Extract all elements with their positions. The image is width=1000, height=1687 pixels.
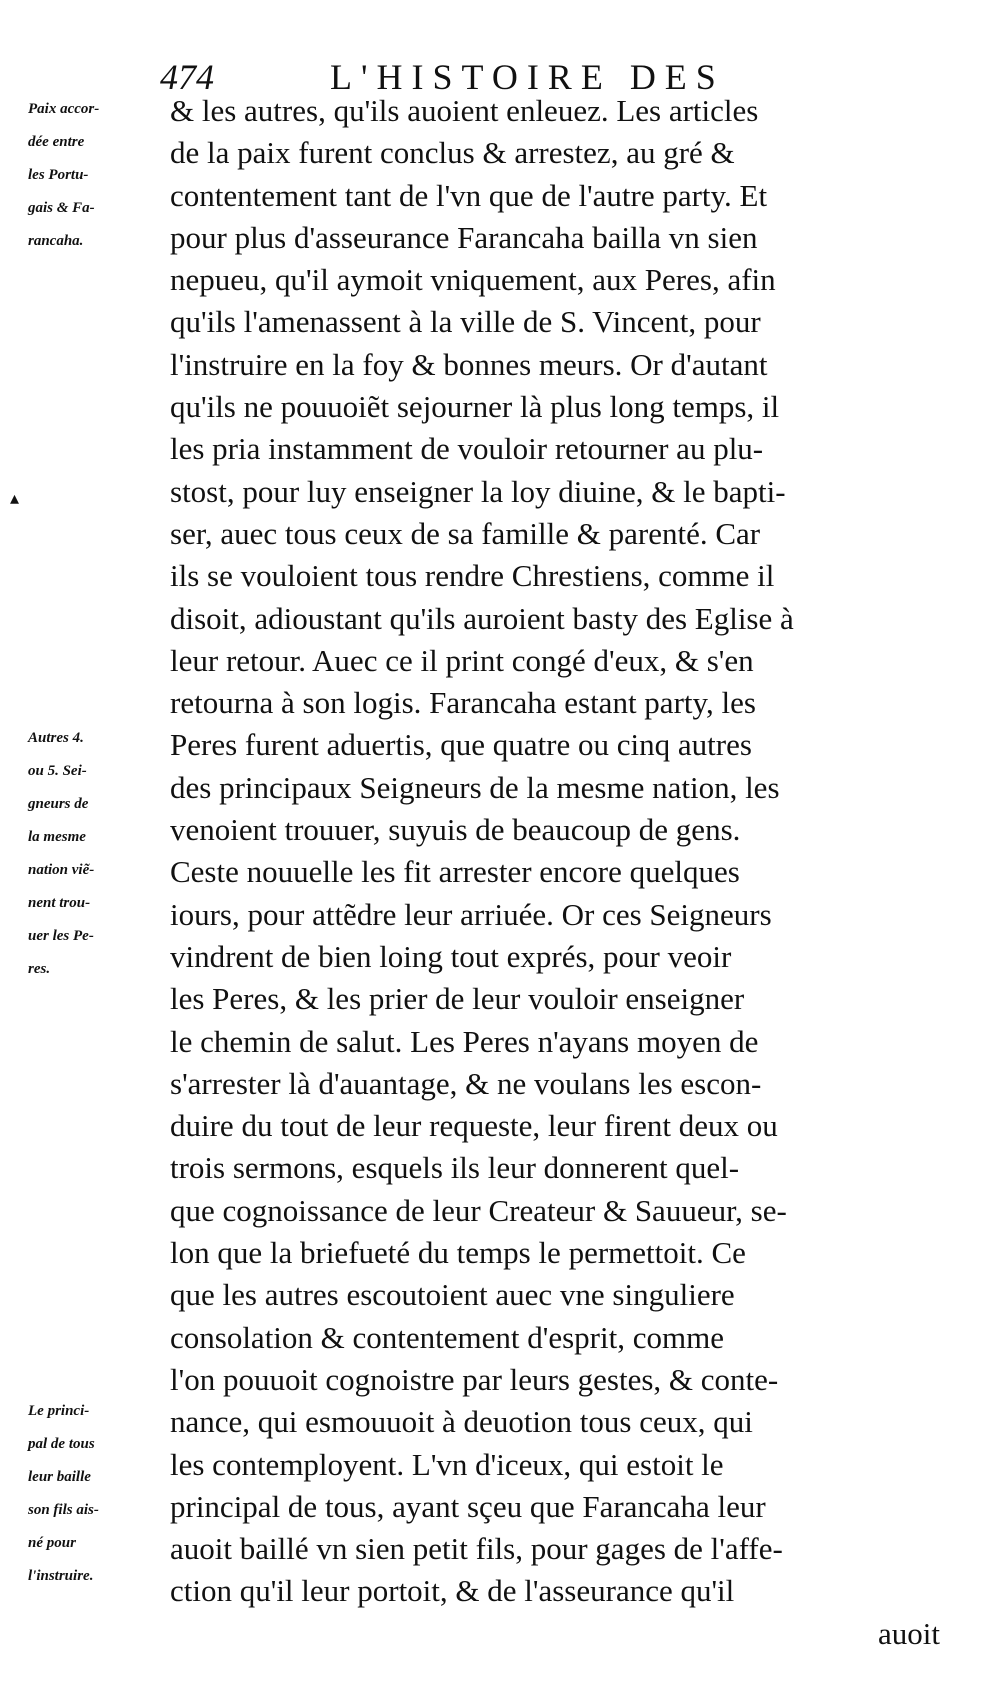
text-line: retourna à son logis. Farancaha estant party, les [170,685,756,721]
margin-note-line: pal de tous [28,1436,95,1452]
margin-note-line: gais & Fa- [28,200,95,216]
text-line: consolation & contentement d'esprit, comme [170,1319,724,1355]
text-line: auoit baillé vn sien petit fils, pour gages de l'affe- [170,1531,783,1567]
margin-note-line: Le princi- [28,1403,90,1419]
text-line: qu'ils ne pouuoiẽt sejourner là plus long temps, il [170,389,780,425]
text-line: que les autres escoutoient auec vne singuliere [170,1277,735,1313]
text-line: les contemployent. L'vn d'iceux, qui estoit le [170,1446,724,1482]
page-number: 474 [160,57,214,97]
margin-note-line: ou 5. Sei- [28,763,87,779]
margin-note-line: les Portu- [28,167,89,183]
text-line: l'on pouuoit cognoistre par leurs gestes, & conte- [170,1361,779,1397]
text-line: iours, pour attẽdre leur arriuée. Or ces Seigneurs [170,896,772,932]
text-line: des principaux Seigneurs de la mesme nation, les [170,769,780,805]
margin-note-line: res. [28,961,51,977]
text-line: lon que la briefueté du temps le permettoit. Ce [170,1235,746,1271]
margin-note-line: nent trou- [28,895,91,911]
margin-note-line: l'instruire. [28,1568,94,1584]
margin-note-line: uer les Pe- [28,928,94,944]
text-line: ser, auec tous ceux de sa famille & parenté. Car [170,515,761,551]
margin-note-line: Autres 4. [28,730,84,746]
margin-note-line: gneurs de [28,796,89,812]
text-line: Ceste nouuelle les fit arrester encore quelques [170,854,740,890]
text-line: que cognoissance de leur Createur & Sauueur, se- [170,1192,787,1228]
margin-note-line: son fils ais- [28,1502,99,1518]
margin-note-line: dée entre [28,134,85,150]
text-line: l'instruire en la foy & bonnes meurs. Or d'autant [170,346,768,382]
body-text [170,90,950,1655]
margin-note-line: la mesme [28,829,86,845]
text-line: pour plus d'asseurance Farancaha bailla vn sien [170,219,758,255]
margin-note-line: né pour [28,1535,76,1551]
text-line: principal de tous, ayant sçeu que Farancaha leur [170,1488,766,1524]
text-line: les pria instamment de vouloir retourner au plu- [170,431,764,467]
text-line: trois sermons, esquels ils leur donnerent quel- [170,1150,740,1186]
text-line: stost, pour luy enseigner la loy diuine, & le bapti- [170,473,786,509]
text-line: leur retour. Auec ce il print congé d'eux, & s'en [170,642,754,678]
text-line: ction qu'il leur portoit, & de l'asseurance qu'il [170,1573,735,1609]
margin-note-line: nation viẽ- [28,862,95,878]
marginal-mark: ▴ [10,488,20,508]
text-line: duire du tout de leur requeste, leur firent deux ou [170,1108,778,1144]
text-line: venoient trouuer, suyuis de beaucoup de gens. [170,812,741,848]
text-line: nance, qui esmouuoit à deuotion tous ceux, qui [170,1404,753,1440]
margin-note-lords [28,722,166,986]
margin-note-line: rancaha. [28,233,84,249]
margin-note-son [28,1395,166,1593]
text-line: de la paix furent conclus & arrestez, au gré & [170,135,735,171]
catchword: auoit [878,1615,940,1651]
margin-note-line: Paix accor- [28,101,100,117]
text-line: disoit, adioustant qu'ils auroient basty des Eglise à [170,600,794,636]
text-line: les Peres, & les prier de leur vouloir enseigner [170,981,745,1017]
margin-note-line: leur baille [28,1469,91,1485]
margin-note-peace [28,93,166,258]
text-line: Peres furent aduertis, que quatre ou cinq autres [170,727,752,763]
text-line: contentement tant de l'vn que de l'autre party. Et [170,177,768,213]
text-line: & les autres, qu'ils auoient enleuez. Les articles [170,93,759,128]
text-line: ils se vouloient tous rendre Chrestiens, comme il [170,558,775,594]
text-line: nepueu, qu'il aymoit vniquement, aux Peres, afin [170,262,776,298]
running-title: L'HISTOIRE DES [330,57,725,97]
text-line: qu'ils l'amenassent à la ville de S. Vincent, pour [170,304,761,340]
text-line: le chemin de salut. Les Peres n'ayans moyen de [170,1023,759,1059]
text-line: s'arrester là d'auantage, & ne voulans les escon- [170,1065,762,1101]
text-line: vindrent de bien loing tout exprés, pour veoir [170,938,732,974]
